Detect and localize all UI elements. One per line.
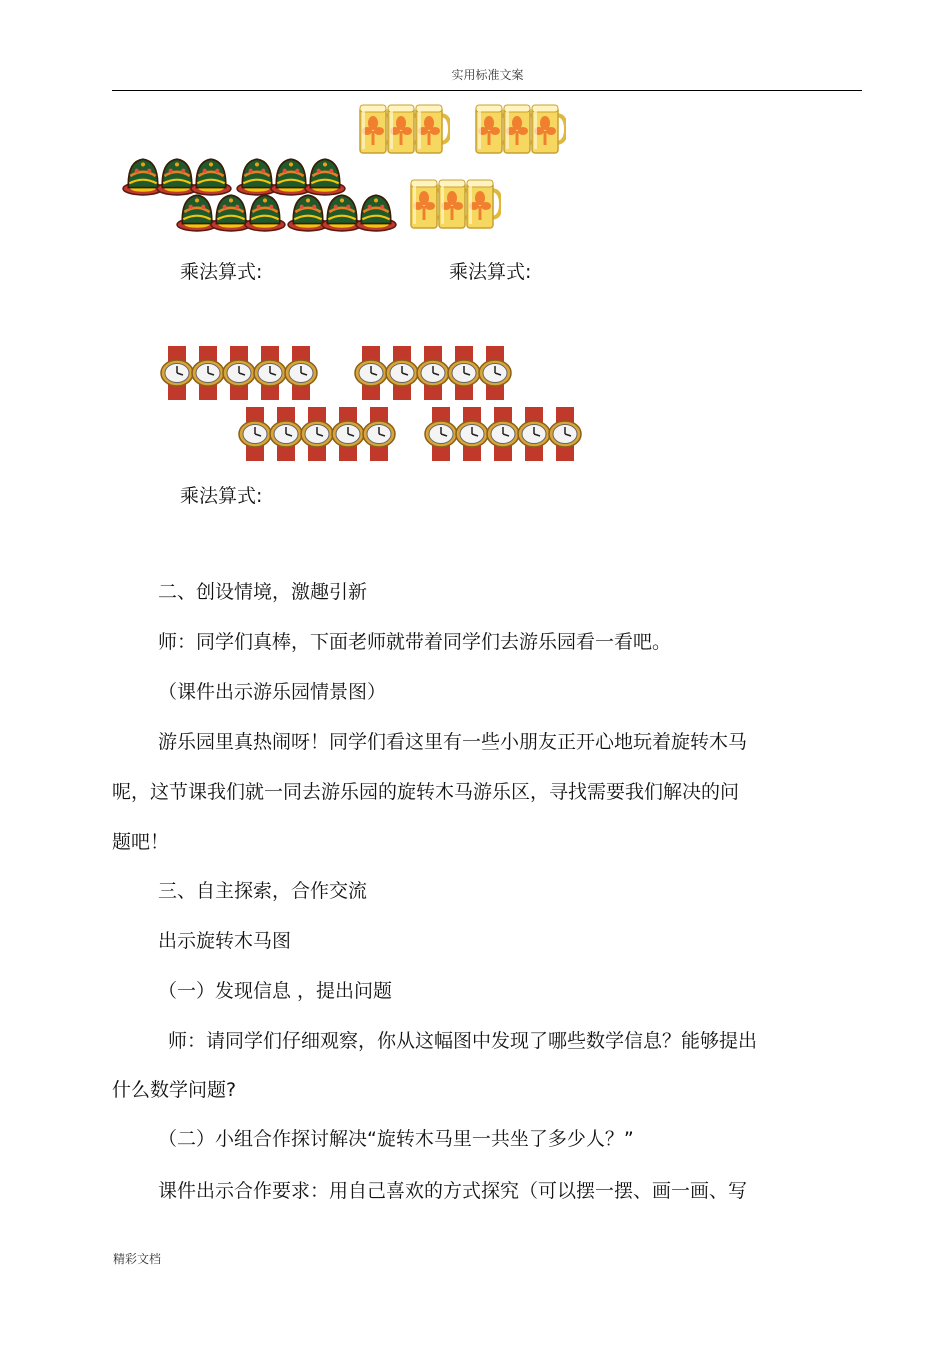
intro-line-1: 游乐园里真热闹呀！同学们看这里有一些小朋友正开心地玩着旋转木马 [158,731,748,753]
watch-group-2 [354,346,514,400]
teacher-line-2b: 什么数学问题? [112,1079,237,1101]
mug-group-2 [474,101,574,157]
teacher-line-2a: 师：请同学们仔细观察，你从这幅图中发现了哪些数学信息？能够提出 [168,1030,758,1052]
intro-line-3: 题吧！ [112,831,170,853]
hats-formula-label: 乘法算式: [180,261,263,283]
teacher-line-1: 师：同学们真棒，下面老师就带着同学们去游乐园看一看吧。 [158,631,672,653]
courseware-note: （课件出示游乐园情景图） [158,681,387,703]
page-footer: 精彩文档 [113,1252,162,1266]
section-3-heading: 三、自主探索，合作交流 [158,880,368,902]
watches-formula-label: 乘法算式: [180,485,263,507]
subsection-1: （一）发现信息 ，提出问题 [158,980,393,1002]
mugs-formula-label: 乘法算式: [449,261,532,283]
page-header: 实用标准文案 [451,68,524,82]
watch-group-4 [424,407,584,461]
watch-group-3 [238,407,398,461]
show-picture-line: 出示旋转木马图 [158,930,292,952]
mug-group-3 [409,176,509,232]
watch-group-1 [160,346,320,400]
header-divider [112,90,862,91]
mug-group-1 [358,101,458,157]
requirement-line: 课件出示合作要求：用自己喜欢的方式探究（可以摆一摆、画一画、写 [158,1180,748,1202]
subsection-2: （二）小组合作探讨解决“旋转木马里一共坐了多少人？” [158,1128,634,1150]
intro-line-2: 呢，这节课我们就一同去游乐园的旋转木马游乐区，寻找需要我们解决的问 [112,781,740,803]
hat-group-4 [287,188,402,233]
section-2-heading: 二、创设情境，激趣引新 [158,581,368,603]
